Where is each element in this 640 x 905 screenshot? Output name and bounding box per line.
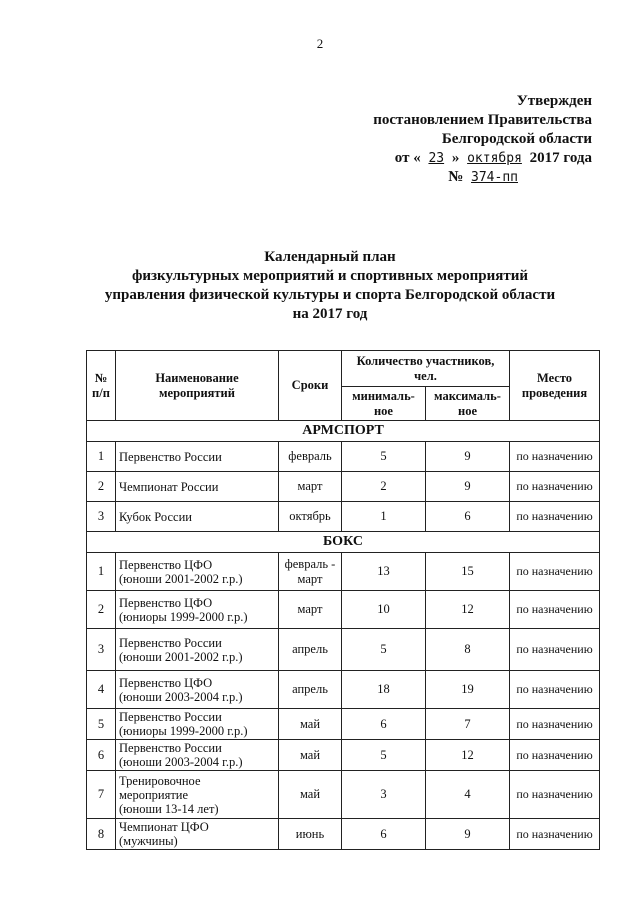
row-number: 2	[87, 472, 116, 502]
participants-max: 12	[426, 591, 510, 629]
event-place: по назначению	[510, 709, 600, 740]
participants-max: 19	[426, 671, 510, 709]
participants-max: 4	[426, 771, 510, 819]
participants-min: 5	[342, 629, 426, 671]
participants-max: 6	[426, 502, 510, 532]
header-num: № п/п	[87, 351, 116, 421]
table-row	[87, 671, 600, 709]
event-name: Первенство России (юниоры 1999-2000 г.р.)	[116, 709, 279, 740]
event-dates: май	[279, 709, 342, 740]
event-dates: апрель	[279, 629, 342, 671]
event-name: Тренировочное мероприятие (юноши 13-14 лет)	[116, 771, 279, 819]
row-number: 6	[87, 740, 116, 771]
row-number: 8	[87, 819, 116, 850]
event-place: по назначению	[510, 591, 600, 629]
table-row	[87, 442, 600, 472]
event-dates: апрель	[279, 671, 342, 709]
participants-max: 9	[426, 819, 510, 850]
table-row	[87, 771, 600, 819]
header-dates: Сроки	[279, 351, 342, 421]
event-place: по назначению	[510, 442, 600, 472]
participants-min: 5	[342, 740, 426, 771]
number-value: 374-пп	[471, 170, 518, 185]
approval-line-approved: Утвержден	[516, 93, 592, 109]
participants-max: 12	[426, 740, 510, 771]
row-number: 5	[87, 709, 116, 740]
event-name: Первенство России (юноши 2001-2002 г.р.)	[116, 629, 279, 671]
participants-max: 15	[426, 553, 510, 591]
event-dates: март	[279, 472, 342, 502]
participants-max: 7	[426, 709, 510, 740]
event-place: по назначению	[510, 553, 600, 591]
header-min: минималь-ное	[342, 387, 426, 421]
event-place: по назначению	[510, 629, 600, 671]
title-line-3: управления физической культуры и спорта Белгородской области	[104, 287, 556, 303]
participants-max: 8	[426, 629, 510, 671]
date-month: октября	[467, 151, 522, 166]
header-participants: Количество участников, чел.	[342, 351, 510, 387]
events-table	[86, 350, 600, 850]
participants-min: 2	[342, 472, 426, 502]
approval-number	[332, 168, 592, 187]
approval-line-resolution: постановлением Правительства	[373, 112, 592, 128]
participants-min: 3	[342, 771, 426, 819]
participants-min: 5	[342, 442, 426, 472]
event-place: по назначению	[510, 472, 600, 502]
participants-min: 10	[342, 591, 426, 629]
table-row	[87, 629, 600, 671]
table-row	[87, 502, 600, 532]
event-name: Чемпионат России	[116, 472, 279, 502]
date-year: 2017 года	[529, 150, 592, 166]
table-row	[87, 819, 600, 850]
event-name: Чемпионат ЦФО (мужчины)	[116, 819, 279, 850]
event-name: Первенство ЦФО (юноши 2001-2002 г.р.)	[116, 553, 279, 591]
table-row	[87, 591, 600, 629]
event-dates: октябрь	[279, 502, 342, 532]
section-title: АРМСПОРТ	[87, 421, 600, 442]
participants-min: 18	[342, 671, 426, 709]
document-title	[90, 248, 570, 324]
event-place: по назначению	[510, 671, 600, 709]
title-line-2: физкультурных мероприятий и спортивных мероприятий	[131, 268, 529, 284]
table-row	[87, 709, 600, 740]
event-name: Первенство России	[116, 442, 279, 472]
event-name: Первенство ЦФО (юниоры 1999-2000 г.р.)	[116, 591, 279, 629]
row-number: 2	[87, 591, 116, 629]
event-dates: февраль - март	[279, 553, 342, 591]
participants-max: 9	[426, 442, 510, 472]
event-place: по назначению	[510, 502, 600, 532]
row-number: 3	[87, 629, 116, 671]
event-name: Кубок России	[116, 502, 279, 532]
approval-line-region: Белгородской области	[441, 131, 592, 147]
page-number: 2	[316, 36, 324, 51]
event-dates: июнь	[279, 819, 342, 850]
table-row	[87, 472, 600, 502]
row-number: 1	[87, 553, 116, 591]
table-body	[87, 421, 600, 850]
section-row	[87, 421, 600, 442]
event-place: по назначению	[510, 819, 600, 850]
section-row	[87, 532, 600, 553]
title-line-1: Календарный план	[264, 249, 396, 265]
participants-min: 13	[342, 553, 426, 591]
table-row	[87, 553, 600, 591]
header-max: максималь-ное	[426, 387, 510, 421]
table-row	[87, 740, 600, 771]
event-name: Первенство ЦФО (юноши 2003-2004 г.р.)	[116, 671, 279, 709]
event-name: Первенство России (юноши 2003-2004 г.р.)	[116, 740, 279, 771]
event-dates: март	[279, 591, 342, 629]
event-dates: февраль	[279, 442, 342, 472]
header-name: Наименование мероприятий	[116, 351, 279, 421]
date-mid: »	[451, 150, 460, 166]
row-number: 7	[87, 771, 116, 819]
participants-max: 9	[426, 472, 510, 502]
event-place: по назначению	[510, 771, 600, 819]
event-dates: май	[279, 740, 342, 771]
row-number: 4	[87, 671, 116, 709]
participants-min: 6	[342, 709, 426, 740]
approval-date	[332, 149, 592, 168]
header-place: Место проведения	[510, 351, 600, 421]
date-prefix: от «	[394, 150, 421, 166]
event-dates: май	[279, 771, 342, 819]
participants-min: 1	[342, 502, 426, 532]
number-prefix: №	[448, 169, 464, 185]
row-number: 3	[87, 502, 116, 532]
row-number: 1	[87, 442, 116, 472]
date-day: 23	[428, 151, 445, 166]
title-line-4: на 2017 год	[292, 306, 368, 322]
participants-min: 6	[342, 819, 426, 850]
event-place: по назначению	[510, 740, 600, 771]
approval-stamp	[332, 92, 592, 187]
section-title: БОКС	[87, 532, 600, 553]
